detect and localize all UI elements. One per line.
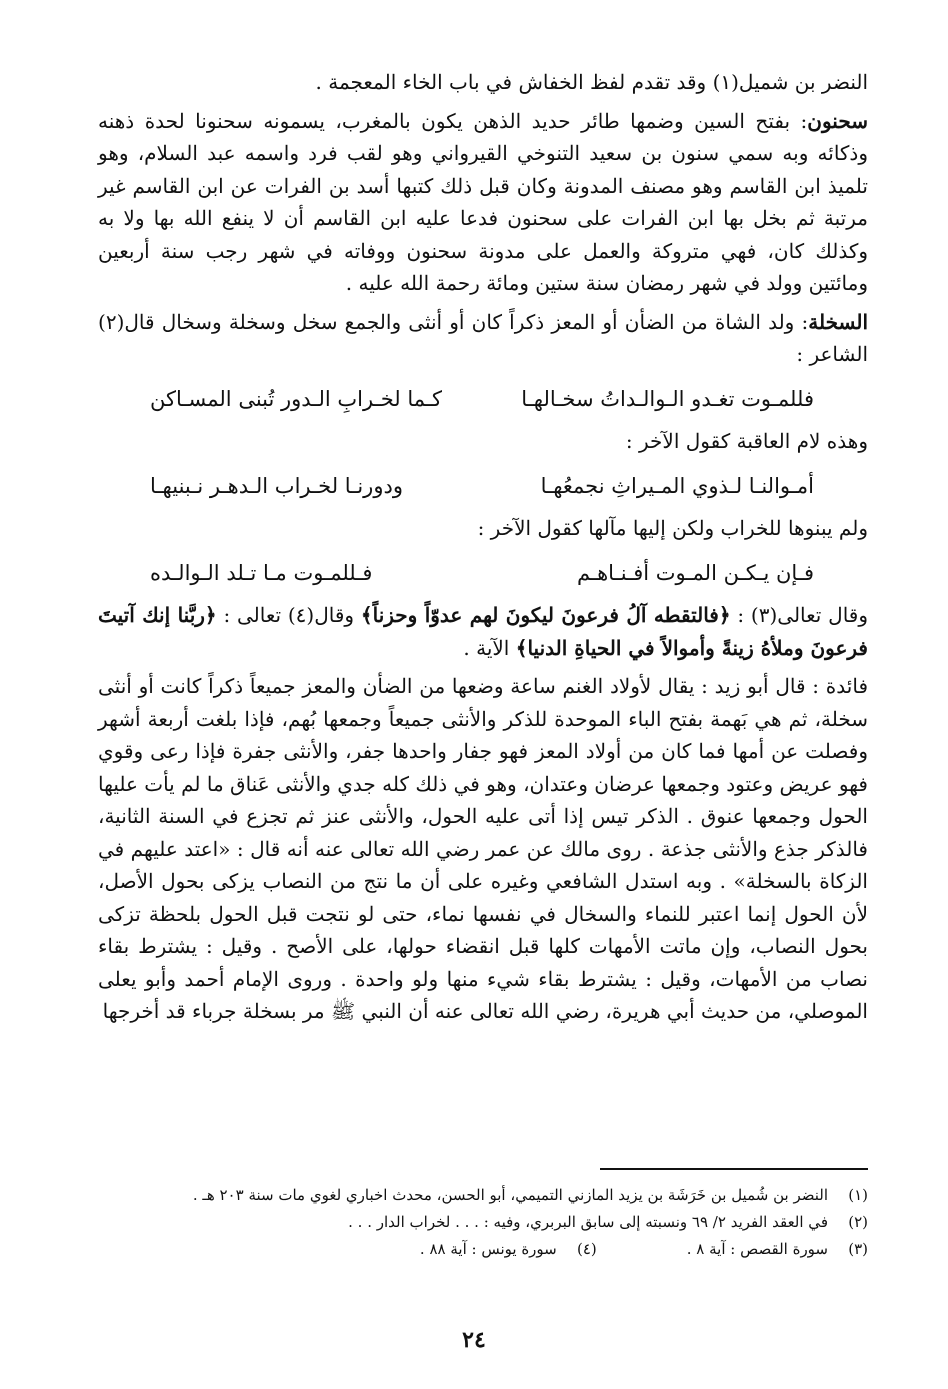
main-text — [98, 66, 868, 1028]
verse-1 — [98, 383, 868, 416]
footnote-4-number: (٤) — [576, 1240, 597, 1258]
footnote-1 — [98, 1182, 868, 1209]
definition-sakhla: : ولد الشاة من الضأن أو المعز ذكراً كان أو أنثى والجمع سخل وسخلة وسخال قال(٢) الشاعر : — [98, 309, 868, 366]
verse-1-second-hemistich: كـما لخـرابِ الـدور تُبنى المسـاكن — [150, 386, 443, 411]
quran-verse-yunus: ﴿ربَّنا إنك آتيتَ فرعونَ وملأهُ زينةً وأموالاً في الحياةِ الدنيا﴾ — [98, 603, 868, 660]
footnote-2-text: في العقد الفريد ٢/ ٦٩ ونسبته إلى سابق البربري، وفيه : . . . لخراب الدار . . . — [348, 1213, 828, 1231]
footnote-4-text: سورة يونس : آية ٨٨ . — [419, 1240, 557, 1258]
quran-connector: وقال(٤) تعالى : — [216, 603, 361, 627]
paragraph-kharab: ولم يبنوها للخراب ولكن إليها مآلها كقول الآخر : — [477, 516, 868, 540]
headword-sahnun: سحنون — [807, 108, 868, 133]
page-number: ٢٤ — [462, 1327, 486, 1353]
footnote-2-number: (٢) — [848, 1213, 868, 1231]
verse-2-second-hemistich: ودورنـا لخـراب الـدهـر نـبنيهـا — [150, 473, 403, 498]
verse-3-first-hemistich: فـإن يـكـن المـوت أفـنـاهـم — [576, 560, 814, 585]
footnote-1-text: النضر بن شُميل بن خَرَشَة بن يزيد المازني التميمي، أبو الحسن، محدث اخباري لغوي مات سنة ٢٠٣ هـ . — [192, 1186, 828, 1204]
paragraph-quran — [98, 599, 868, 664]
quran-intro: وقال تعالى(٣) : — [730, 603, 869, 627]
verse-3 — [98, 557, 868, 590]
footnote-divider — [600, 1168, 868, 1170]
verse-2-first-hemistich: أمـوالنـا لـذوي المـيراثِ نجمعُهـا — [540, 473, 814, 498]
paragraph-sahnun — [98, 105, 868, 300]
footnote-row-3-4 — [98, 1236, 868, 1263]
verse-3-second-hemistich: فـللمـوت مـا تـلد الـوالـده — [150, 560, 373, 585]
footnotes — [98, 1182, 868, 1263]
footnote-3 — [687, 1236, 868, 1263]
headword-sakhla: السخلة — [808, 309, 868, 334]
paragraph-sakhla — [98, 306, 868, 371]
verse-1-first-hemistich: فللمـوت تغـدو الـوالـداتُ سخـالهـا — [521, 386, 814, 411]
quran-ayah-suffix: الآية . — [463, 635, 516, 660]
footnote-1-number: (١) — [848, 1186, 868, 1204]
paragraph-faida: فائدة : قال أبو زيد : يقال لأولاد الغنم ساعة وضعها من الضأن والمعز جميعاً ذكراً كانت أو أنثى سخلة، ثم هي بَهمة بفتح الباء الموحدة للذكر والأنثى جميعاً وجمعها بُهم، فإذا بلغت أربعة أشهر وفصلت عن أمها فما كان من أولاد المعز فهو جفار واحدها جفر، والأنثى جفرة فإذا رعى وقوي فهو عريض وعتود وجمعها عرضان وعتدان، وهو في ذلك كله جدي والأنثى عَناق ما لم يأت عليها الحول وجمعها عنوق . الذكر تيس إذا أتى عليه الحول، والأنثى عنز ثم تجزع في السنة الثانية، فالذكر جذع والأنثى جذعة . روى مالك عن عمر رضي الله تعالى عنه أنه قال : «اعتد عليهم في الزكاة بالسخلة» . وبه استدل الشافعي وغيره على أن ما نتج من النصاب يزكى بحول الأصل، لأن الحول إنما اعتبر للنماء والسخال في نفسها نماء، حتى لو نتجت قبل الحول بلحظة تزكى بحول النصاب، وإن ماتت الأمهات كلها قبل انقضاء حولها، على الأصح . وقيل : يشترط بقاء نصاب من الأمهات، وقيل : يشترط بقاء شيء منها ولو واحدة . وروى الإمام أحمد وأبو يعلى الموصلي، من حديث أبي هريرة، رضي الله تعالى عنه أن النبي ﷺ مر بسخلة جرباء قد أخرجها — [98, 674, 868, 1023]
quran-verse-qasas: ﴿فالتقطه آلُ فرعونَ ليكونَ لهم عدوّاً وحزناً﴾ — [360, 603, 731, 627]
verse-2 — [98, 470, 868, 503]
footnote-4 — [420, 1236, 597, 1263]
footnote-3-text: سورة القصص : آية ٨ . — [686, 1240, 828, 1258]
paragraph-nadr: النضر بن شميل(١) وقد تقدم لفظ الخفاش في باب الخاء المعجمة . — [315, 70, 868, 94]
definition-sahnun: : بفتح السين وضمها طائر حديد الذهن يكون بالمغرب، يسمونه سحنونا لحدة ذهنه وذكائه وبه سمي سنون بن سعيد التنوخي القيرواني وهو لقب فرد واسمه عبد السلام، وهو تلميذ ابن القاسم وهو مصنف المدونة وكان قبل ذلك كتبها أسد بن الفرات عن ابن القاسم غير مرتبة ثم بخل بها ابن الفرات على سحنون فدعا عليه ابن القاسم أن لا ينفع الله بها ولا به وكذلك كان، فهي متروكة والعمل على مدونة سحنون ووفاته في شهر رجب سنة أربعين ومائتين وولد في شهر رمضان سنة ستين ومائة رحمة الله عليه . — [98, 108, 868, 295]
footnote-3-number: (٣) — [848, 1240, 868, 1258]
paragraph-lam-aqiba: وهذه لام العاقبة كقول الآخر : — [625, 429, 868, 453]
footnote-2 — [98, 1209, 868, 1236]
